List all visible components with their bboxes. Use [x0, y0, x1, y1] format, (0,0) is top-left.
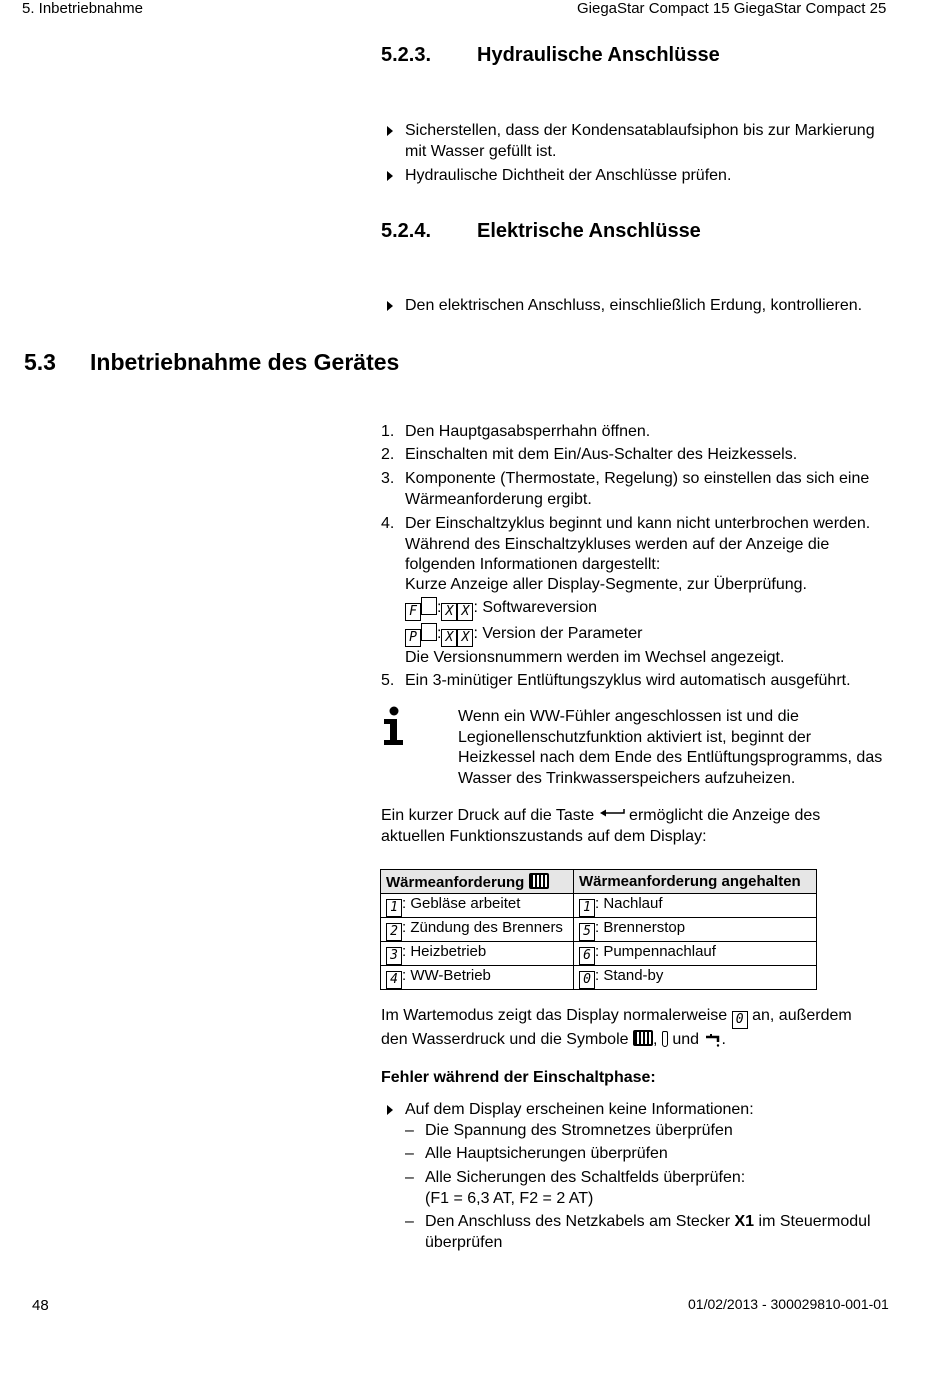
display-line-parameter: P : X X : Version der Parameter	[405, 623, 642, 647]
seg-digit: F	[405, 603, 421, 621]
bullet-item: Auf dem Display erscheinen keine Informationen:	[381, 1100, 905, 1121]
page-number: 48	[32, 1297, 49, 1314]
errors-heading: Fehler während der Einschaltphase:	[381, 1069, 656, 1086]
dash-item: – Den Anschluss des Netzkabels am Stecker X1 im Steuermodul überprüfen	[405, 1213, 871, 1251]
bullet-item: Den elektrischen Anschluss, einschließlich Erdung, kontrollieren.	[381, 296, 925, 317]
display-line-software: F : X X : Softwareversion	[405, 597, 597, 621]
seg-digit: X	[457, 629, 473, 647]
section-53-heading	[24, 349, 399, 376]
section-523-title: Hydraulische Anschlüsse	[477, 44, 720, 66]
bullet-arrow-icon	[387, 126, 393, 136]
radiator-icon	[633, 1030, 653, 1046]
version-note: Die Versionsnummern werden im Wechsel angezeigt.	[405, 649, 785, 666]
table-header: Wärmeanforderung angehalten	[574, 870, 817, 894]
table-row: 2 : Zündung des Brenners 5 : Brennerstop	[381, 918, 817, 942]
enter-key-icon	[599, 808, 625, 818]
section-523-heading	[381, 44, 720, 67]
bullet-item: Hydraulische Dichtheit der Anschlüsse prüfen.	[381, 166, 905, 187]
key-note: Ein kurzer Druck auf die Taste ermöglicht die Anzeige des aktuellen Funktionszustands auf dem Display:	[381, 807, 821, 845]
running-header-chapter: 5. Inbetriebnahme	[22, 0, 143, 17]
section-53-number: 5.3	[24, 349, 56, 375]
section-524-heading	[381, 220, 701, 243]
seg-digit: X	[441, 603, 457, 621]
seg-digit: 0	[732, 1011, 748, 1029]
seg-digit: X	[457, 603, 473, 621]
standby-note: Im Wartemodus zeigt das Display normalerweise 0 an, außerdem den Wasserdruck und die Symbole , und .	[381, 1007, 852, 1048]
seg-digit: X	[441, 629, 457, 647]
info-note: Wenn ein WW-Fühler angeschlossen ist und die Legionellenschutzfunktion aktiviert ist, beginnt der Heizkessel nach dem Ende des Entlüftungsprogramms, das Wasser des Trinkwasserspeichers aufzuheizen.	[458, 708, 883, 787]
step-item: 2. Einschalten mit dem Ein/Aus-Schalter des Heizkessels.	[381, 446, 798, 463]
bullet-arrow-icon	[387, 1105, 393, 1115]
running-header-product: GiegaStar Compact 15 GiegaStar Compact 25	[577, 0, 887, 17]
step-item: 3. Komponente (Thermostate, Regelung) so einstellen das sich eine Wärmeanforderung ergibt.	[381, 470, 870, 508]
step-item: 4. Der Einschaltzyklus beginnt und kann nicht unterbrochen werden. Während des Einschaltzykluses werden auf der Anzeige die folgenden Informationen dargestellt:	[381, 515, 871, 573]
table-header: Wärmeanforderung	[381, 870, 574, 894]
bullet-arrow-icon	[387, 171, 393, 181]
tap-icon	[704, 1033, 722, 1047]
table-row: 1 : Gebläse arbeitet 1 : Nachlauf	[381, 894, 817, 918]
step-item: 5. Ein 3-minütiger Entlüftungszyklus wird automatisch ausgeführt.	[381, 672, 851, 689]
info-icon	[382, 706, 406, 746]
radiator-icon	[529, 873, 549, 889]
bullet-item: Sicherstellen, dass der Kondensatablaufsiphon bis zur Markierung mit Wasser gefüllt ist.	[381, 121, 875, 162]
section-523-number: 5.2.3.	[381, 44, 432, 66]
seg-digit	[421, 623, 437, 641]
table-row: 3 : Heizbetrieb 6 : Pumpennachlauf	[381, 942, 817, 966]
step-item: 1. Den Hauptgasabsperrhahn öffnen.	[381, 423, 651, 440]
dash-item: – Alle Sicherungen des Schaltfelds überprüfen: (F1 = 6,3 AT, F2 = 2 AT)	[405, 1169, 746, 1207]
seg-digit	[421, 597, 437, 615]
thermometer-icon	[662, 1031, 668, 1047]
dash-item: – Die Spannung des Stromnetzes überprüfen	[405, 1122, 733, 1139]
step4-segment-check: Kurze Anzeige aller Display-Segmente, zur Überprüfung.	[405, 576, 807, 593]
dash-item: – Alle Hauptsicherungen überprüfen	[405, 1145, 668, 1162]
seg-digit: P	[405, 629, 421, 647]
section-524-title: Elektrische Anschlüsse	[477, 220, 701, 242]
bullet-arrow-icon	[387, 301, 393, 311]
status-table	[380, 869, 817, 990]
table-row: 4 : WW-Betrieb 0 : Stand-by	[381, 966, 817, 990]
section-524-number: 5.2.4.	[381, 220, 432, 242]
document-reference: 01/02/2013 - 300029810-001-01	[688, 1296, 889, 1312]
section-53-title: Inbetriebnahme des Gerätes	[90, 349, 400, 375]
